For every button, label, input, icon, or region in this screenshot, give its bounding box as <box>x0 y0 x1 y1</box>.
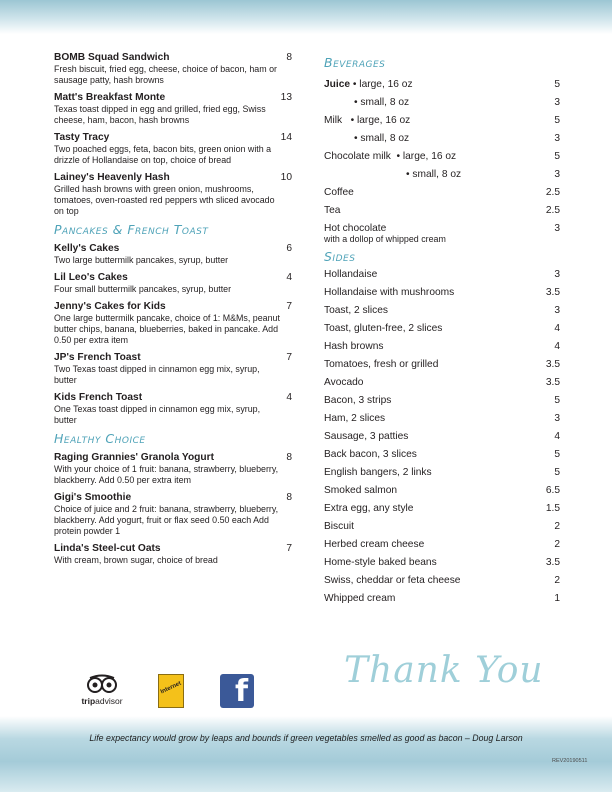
side-item <box>324 554 560 572</box>
item-price: 8 <box>286 52 292 63</box>
item-description: Four small buttermilk pancakes, syrup, butter <box>54 284 232 294</box>
section-title-sides: Sides <box>324 249 356 264</box>
side-item <box>324 446 560 464</box>
price: 2.5 <box>545 187 560 198</box>
beverage-row <box>324 94 560 112</box>
side-item <box>324 338 560 356</box>
beverage-label: Milk <box>324 115 343 126</box>
side-item <box>324 266 560 284</box>
left-menu-column <box>54 52 292 572</box>
menu-item <box>54 543 292 566</box>
side-item <box>324 590 560 608</box>
item-description: One Texas toast dipped in cinnamon egg mix, syrup, butter <box>54 404 261 425</box>
side-item <box>324 518 560 536</box>
side-price: 5 <box>554 395 560 406</box>
item-name: Jenny's Cakes for Kids <box>54 301 166 312</box>
sides-list <box>324 266 560 608</box>
thank-you-text: Thank You <box>344 650 544 691</box>
side-label: Swiss, cheddar or feta cheese <box>324 575 461 586</box>
price: 3 <box>554 97 560 108</box>
beverage-label: Hot chocolate <box>324 223 387 234</box>
top-decorative-band <box>0 0 612 34</box>
side-price: 5 <box>554 467 560 478</box>
price: 3 <box>554 223 560 234</box>
side-label: Sausage, 3 patties <box>324 431 409 442</box>
beverage-row <box>324 184 560 202</box>
item-price: 13 <box>280 92 292 103</box>
size-label: • small, 8 oz <box>354 133 410 144</box>
side-item <box>324 374 560 392</box>
side-item <box>324 320 560 338</box>
side-label: Biscuit <box>324 521 355 532</box>
side-price: 3 <box>554 413 560 424</box>
side-item <box>324 302 560 320</box>
revision-code: REV20190511 <box>552 758 588 764</box>
side-label: Avocado <box>324 377 364 388</box>
item-price: 4 <box>286 392 292 403</box>
item-description: Two large buttermilk pancakes, syrup, butter <box>54 255 229 265</box>
menu-item <box>54 132 292 166</box>
item-name: Raging Grannies' Granola Yogurt <box>54 452 214 463</box>
side-price: 3 <box>554 269 560 280</box>
menu-item <box>54 452 292 486</box>
size-label: • large, 16 oz <box>396 151 457 162</box>
side-price: 1 <box>554 593 560 604</box>
item-name: Kelly's Cakes <box>54 243 120 254</box>
menu-item <box>54 352 292 386</box>
side-label: English bangers, 2 links <box>324 467 432 478</box>
item-description: Two Texas toast dipped in cinnamon egg mix, syrup, butter <box>54 364 260 385</box>
beverage-label: Coffee <box>324 187 354 198</box>
side-label: Smoked salmon <box>324 485 398 496</box>
beverage-row <box>324 76 560 94</box>
item-description: Grilled hash browns with green onion, mushrooms, tomatoes, oven-roasted red peppers wth sliced avocado on top <box>54 184 275 216</box>
item-name: JP's French Toast <box>54 352 141 363</box>
beverage-row <box>324 166 560 184</box>
side-label: Home-style baked beans <box>324 557 437 568</box>
side-label: Ham, 2 slices <box>324 413 386 424</box>
item-price: 4 <box>286 272 292 283</box>
menu-item <box>54 492 292 537</box>
item-name: Tasty Tracy <box>54 132 110 143</box>
size-label: • small, 8 oz <box>406 169 462 180</box>
item-price: 10 <box>280 172 292 183</box>
beverage-row <box>324 112 560 130</box>
side-price: 4 <box>554 323 560 334</box>
side-price: 3.5 <box>545 557 560 568</box>
section-title-pancakes: Pancakes & French Toast <box>54 222 209 237</box>
side-label: Toast, 2 slices <box>324 305 388 316</box>
item-description: Texas toast dipped in egg and grilled, fried egg, Swiss cheese, ham, bacon, hash browns <box>54 104 266 125</box>
item-description: Choice of juice and 2 fruit: banana, strawberry, blueberry, blackberry. Add yogurt, fruit or flax seed 0.50 each Add protein powder 1 <box>54 504 279 536</box>
side-label: Toast, gluten-free, 2 slices <box>324 323 443 334</box>
side-price: 2 <box>554 575 560 586</box>
side-label: Herbed cream cheese <box>324 539 425 550</box>
side-label: Hash browns <box>324 341 384 352</box>
item-price: 14 <box>280 132 292 143</box>
section-title-beverages: Beverages <box>324 55 386 70</box>
side-price: 2 <box>554 521 560 532</box>
side-item <box>324 572 560 590</box>
item-name: Lainey's Heavenly Hash <box>54 172 170 183</box>
item-name: BOMB Squad Sandwich <box>54 52 170 63</box>
side-item <box>324 536 560 554</box>
beverage-row <box>324 202 560 220</box>
side-price: 4 <box>554 341 560 352</box>
beverage-row <box>324 148 560 166</box>
price: 2.5 <box>545 205 560 216</box>
item-description: Two poached eggs, feta, bacon bits, green onion with a drizzle of Hollandaise on top, choice of bread <box>54 144 272 165</box>
side-price: 4 <box>554 431 560 442</box>
menu-item <box>54 92 292 126</box>
side-label: Hollandaise <box>324 269 378 280</box>
item-name: Kids French Toast <box>54 392 143 403</box>
item-price: 7 <box>286 301 292 312</box>
owl-icon <box>86 674 118 694</box>
size-label: • small, 8 oz <box>354 97 410 108</box>
side-item <box>324 284 560 302</box>
side-item <box>324 464 560 482</box>
beverage-label: Chocolate milk <box>324 151 391 162</box>
side-item <box>324 356 560 374</box>
size-label: • large, 16 oz <box>350 115 411 126</box>
item-price: 8 <box>286 492 292 503</box>
side-item <box>324 500 560 518</box>
side-label: Bacon, 3 strips <box>324 395 392 406</box>
price: 3 <box>554 169 560 180</box>
side-label: Whipped cream <box>324 593 396 604</box>
side-price: 2 <box>554 539 560 550</box>
menu-item <box>54 172 292 217</box>
item-price: 7 <box>286 543 292 554</box>
price: 3 <box>554 133 560 144</box>
price: 5 <box>554 151 560 162</box>
side-price: 3.5 <box>545 377 560 388</box>
item-name: Gigi's Smoothie <box>54 492 132 503</box>
side-label: Tomatoes, fresh or grilled <box>324 359 439 370</box>
item-name: Lil Leo's Cakes <box>54 272 128 283</box>
item-description: With cream, brown sugar, choice of bread <box>54 555 218 565</box>
side-price: 5 <box>554 449 560 460</box>
side-item <box>324 410 560 428</box>
side-item <box>324 482 560 500</box>
right-menu-column <box>324 56 560 608</box>
size-label: • large, 16 oz <box>352 79 413 90</box>
item-name: Matt's Breakfast Monte <box>54 92 166 103</box>
menu-item <box>54 301 292 346</box>
beverage-row <box>324 130 560 148</box>
side-price: 3.5 <box>545 359 560 370</box>
menu-item <box>54 272 292 295</box>
beverage-label: Juice <box>324 79 351 90</box>
tripadvisor-wordmark: tripadvisor <box>81 696 123 706</box>
internet-sign-icon: Internet <box>158 674 184 708</box>
side-label: Back bacon, 3 slices <box>324 449 417 460</box>
item-price: 7 <box>286 352 292 363</box>
side-item <box>324 392 560 410</box>
side-price: 1.5 <box>545 503 560 514</box>
menu-item <box>54 52 292 86</box>
side-price: 3.5 <box>545 287 560 298</box>
side-label: Extra egg, any style <box>324 503 414 514</box>
side-label: Hollandaise with mushrooms <box>324 287 455 298</box>
item-description: Fresh biscuit, fried egg, cheese, choice of bacon, ham or sausage patty, hash browns <box>54 64 277 85</box>
price: 5 <box>554 79 560 90</box>
price: 5 <box>554 115 560 126</box>
side-price: 3 <box>554 305 560 316</box>
bottom-decorative-band <box>0 716 612 792</box>
footer-quote: Life expectancy would grow by leaps and bounds if green vegetables smelled as good as bacon – Doug Larson <box>89 733 523 743</box>
menu-item <box>54 243 292 266</box>
facebook-icon[interactable]: f <box>220 674 254 708</box>
beverage-note: with a dollop of whipped cream <box>324 234 446 244</box>
beverage-label: Tea <box>324 205 341 216</box>
menu-item <box>54 392 292 426</box>
item-description: With your choice of 1 fruit: banana, strawberry, blueberry, blackberry. Add 0.50 per extra item <box>54 464 279 485</box>
footer-icons <box>74 674 264 710</box>
side-item <box>324 428 560 446</box>
item-name: Linda's Steel-cut Oats <box>54 543 161 554</box>
item-description: One large buttermilk pancake, choice of 1: M&Ms, peanut butter chips, banana, blueberries, baked in pancake. Add 0.50 per extra item <box>54 313 280 345</box>
side-price: 6.5 <box>545 485 560 496</box>
item-price: 6 <box>286 243 292 254</box>
item-price: 8 <box>286 452 292 463</box>
section-title-healthy: Healthy Choice <box>54 431 146 446</box>
tripadvisor-logo[interactable] <box>74 674 130 710</box>
